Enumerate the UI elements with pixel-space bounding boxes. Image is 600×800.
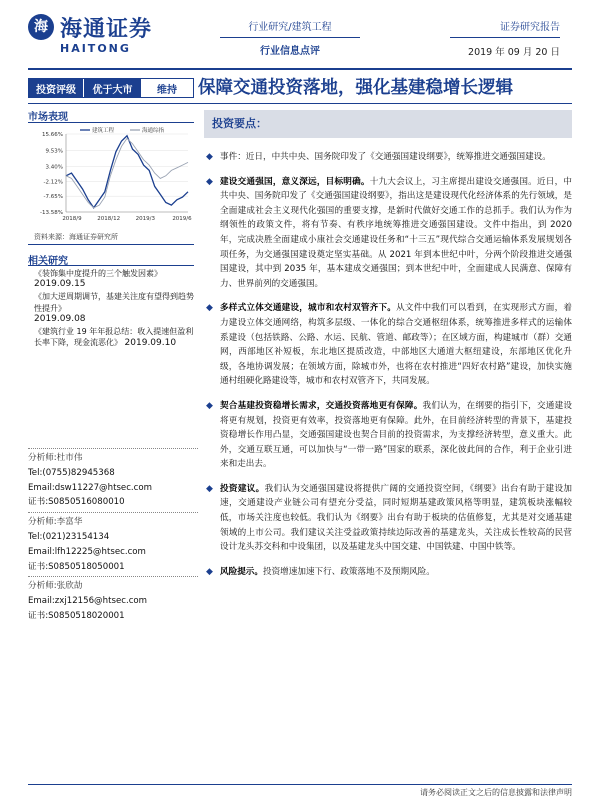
key-point xyxy=(204,301,572,389)
bullet-icon: ◆ xyxy=(206,152,213,162)
key-point-lead: 建设交通强国，意义深远，目标明确。 xyxy=(220,176,370,187)
key-points-heading: 投资要点： xyxy=(204,110,572,138)
related-title: 《加大逆周期调节，基建关注度有望得到趋势性提升》 xyxy=(34,292,194,313)
report-label: 证券研究报告 xyxy=(450,18,560,38)
report-date: 2019 年 09 月 20 日 xyxy=(468,47,560,58)
key-point xyxy=(204,150,572,165)
header-divider xyxy=(28,68,572,70)
related-item[interactable] xyxy=(34,291,194,325)
bullet-icon: ◆ xyxy=(206,483,213,494)
legend-label: 建筑工程 xyxy=(92,128,115,134)
key-point xyxy=(204,399,572,472)
bullet-icon: ◆ xyxy=(206,400,213,411)
key-points-body xyxy=(204,150,572,589)
key-point xyxy=(204,565,572,580)
analyst-divider xyxy=(28,576,198,577)
analyst-tel: Tel:(0755)82945368 xyxy=(28,467,115,478)
analyst-email[interactable]: Email:lfh12225@htsec.com xyxy=(28,546,146,557)
market-heading: 市场表现 xyxy=(28,112,68,123)
rating-label: 投资评级 xyxy=(29,79,83,97)
key-point-lead: 风险提示。 xyxy=(220,566,263,577)
header-category xyxy=(220,18,360,57)
header-meta xyxy=(450,18,560,58)
related-list xyxy=(34,268,194,350)
key-point xyxy=(204,175,572,292)
analyst-email[interactable]: Email:zxj12156@htsec.com xyxy=(28,596,148,607)
analyst-name: 分析师:杜市伟 xyxy=(28,453,83,463)
key-point-text: 我们认为交通强国建设将提供广阔的交通投资空间，《纲要》出台有助于建设加速，交通建设产业链公司有望充分受益，同时短期基建政策风格等明显，建筑板块涨幅较低，市场关注度也较低。我们认为《纲要》出台有助于板块的估值修复，尤其是对交通基建领域的上市公司。我们建议关注受益政策持续边际改善的基建龙头，关注成长性较高的民营设计龙头苏交科和中设集团，以及基建龙头中国交建、中国铁建、中国中铁等。 xyxy=(220,483,572,553)
bullet-icon: ◆ xyxy=(206,176,213,187)
key-point-text: 我们认为，在纲要的指引下，交通建设将更有规划，投资更有效率，投资落地更有保障。此外，在目前经济转型的背景下，基建投资稳增长作用凸显，交通强国建设也契合目前的投资需求，为支撑经济转型，意义重大。此外，交通互联互通，可以加快与“一带一路”国家的联系，深化彼此间的合作，利于企业引进来和走出去。 xyxy=(220,400,572,470)
related-heading: 相关研究 xyxy=(28,256,68,267)
logo-cn: 海通证券 xyxy=(60,16,153,42)
analyst-contacts xyxy=(28,446,198,624)
x-tick-label: 2018/9 xyxy=(62,216,82,222)
disclaimer-footer: 请务必阅读正文之后的信息披露和法律声明 xyxy=(420,788,572,797)
key-point-lead: 契合基建投资稳增长需求，交通投资落地更有保障。 xyxy=(220,400,423,411)
rating-value: 优于大市 xyxy=(83,79,141,97)
y-tick-label: -2.12% xyxy=(43,179,63,186)
y-tick-label: -13.58% xyxy=(40,210,63,216)
related-title: 《装饰集中度提升的三个触发因素》 xyxy=(34,269,162,278)
bullet-icon: ◆ xyxy=(206,566,213,577)
key-point-text: 从文件中我们可以看到，在实现形式方面，着力建设立体交通网络，构筑多层级、一体化的综合交通枢纽体系，统筹推进多样式的运输体系建设（包括铁路、公路、水运、民航、管道、邮政等）；在区域方面，构建城市（群）交通网，西部地区补短板，东北地区提质改造，中部地区大通道大枢纽建设，东部地区优化升级，各地协调发展；在领域方面，除城市外，也将在农村推进“四好农村路”建设，加快实施通村组硬化路建设等，城市和农村双管齐下，共同发展。 xyxy=(220,303,572,387)
y-tick-label: 3.40% xyxy=(45,164,63,171)
analyst-divider xyxy=(28,448,198,449)
industry-label: 行业研究/建筑工程 xyxy=(220,18,360,38)
title-divider xyxy=(28,103,572,104)
company-logo xyxy=(28,12,153,62)
logo-mark-icon: 海 xyxy=(28,14,54,40)
logo-en: HAITONG xyxy=(60,42,131,55)
y-tick-label: -7.65% xyxy=(43,194,63,201)
legend-label: 海通综指 xyxy=(142,128,165,134)
key-point-lead: 投资建议。 xyxy=(220,483,265,494)
report-title: 保障交通投资落地，强化基建稳增长逻辑 xyxy=(198,78,513,98)
rating-box xyxy=(28,78,194,98)
chart-source: 资料来源：海通证券研究所 xyxy=(34,233,118,241)
footer-divider xyxy=(28,784,572,785)
key-point-lead: 事件： xyxy=(220,152,246,162)
key-point-text: 十九大会议上，习主席提出建设交通强国。近日，中共中央、国务院印发了《交通强国建设纲要》，指出这是建设现代化经济体系的先行领域，是全面建成社会主义现代化强国的重要支撑，是新时代做好交通工作的总抓手。我们认为作为纲领性的政策文件，将有节奏、有秩序地统筹推进交通强国建设。文件中指出，到 2020 年，完成决胜全面建成小康社会交通建设任务和“十三五”现代综合交通运输体系发展规划各项任务，为交通强国建设奠定坚实基础。从 2021 年到本世纪中叶，分两个阶段推进交通强国建设，其中到 2035 年，基本建成交通强国；到本世纪中叶，全面建成人民满意、保障有力、世界前列的交通强国。 xyxy=(220,176,572,289)
series-line xyxy=(66,138,188,207)
market-performance-chart xyxy=(28,126,194,226)
analyst-name: 分析师:张欣劼 xyxy=(28,581,83,592)
report-type: 行业信息点评 xyxy=(260,46,320,57)
y-tick-label: 9.53% xyxy=(45,148,63,155)
related-item[interactable] xyxy=(34,268,194,290)
source-rule xyxy=(28,244,194,245)
related-item[interactable] xyxy=(34,326,194,349)
analyst-cert: 证书:S0850518020001 xyxy=(28,610,125,621)
related-date: 2019.09.08 xyxy=(34,313,86,324)
analyst-cert: 证书:S0850518050001 xyxy=(28,561,125,572)
analyst-tel: Tel:(021)23154134 xyxy=(28,531,110,542)
related-rule xyxy=(28,265,194,266)
analyst-name: 分析师:李富华 xyxy=(28,517,83,528)
key-point-lead: 多样式立体交通建设，城市和农村双管齐下。 xyxy=(220,303,397,314)
key-point xyxy=(204,482,572,555)
analyst-cert: 证书:S0850516080010 xyxy=(28,497,125,508)
related-date: 2019.09.15 xyxy=(34,279,86,290)
x-tick-label: 2019/6 xyxy=(172,216,192,222)
y-tick-label: 15.66% xyxy=(42,132,63,138)
market-rule xyxy=(28,122,194,123)
x-tick-label: 2018/12 xyxy=(97,216,121,222)
analyst-email[interactable]: Email:dsw11227@htsec.com xyxy=(28,482,153,493)
analyst-divider xyxy=(28,512,198,513)
key-point-text: 投资增速加速下行、政策落地不及预期风险。 xyxy=(262,566,435,577)
x-tick-label: 2019/3 xyxy=(135,216,156,222)
related-title: 《建筑行业 19 年年报总结：收入提速但盈利长率下降，现金流恶化》 xyxy=(34,327,194,348)
related-date: 2019.09.10 xyxy=(124,338,177,349)
bullet-icon: ◆ xyxy=(206,303,213,314)
rating-status: 维持 xyxy=(157,84,177,96)
key-point-text: 近日，中共中央、国务院印发了《交通强国建设纲要》，统筹推进交通强国建设。 xyxy=(245,152,551,162)
